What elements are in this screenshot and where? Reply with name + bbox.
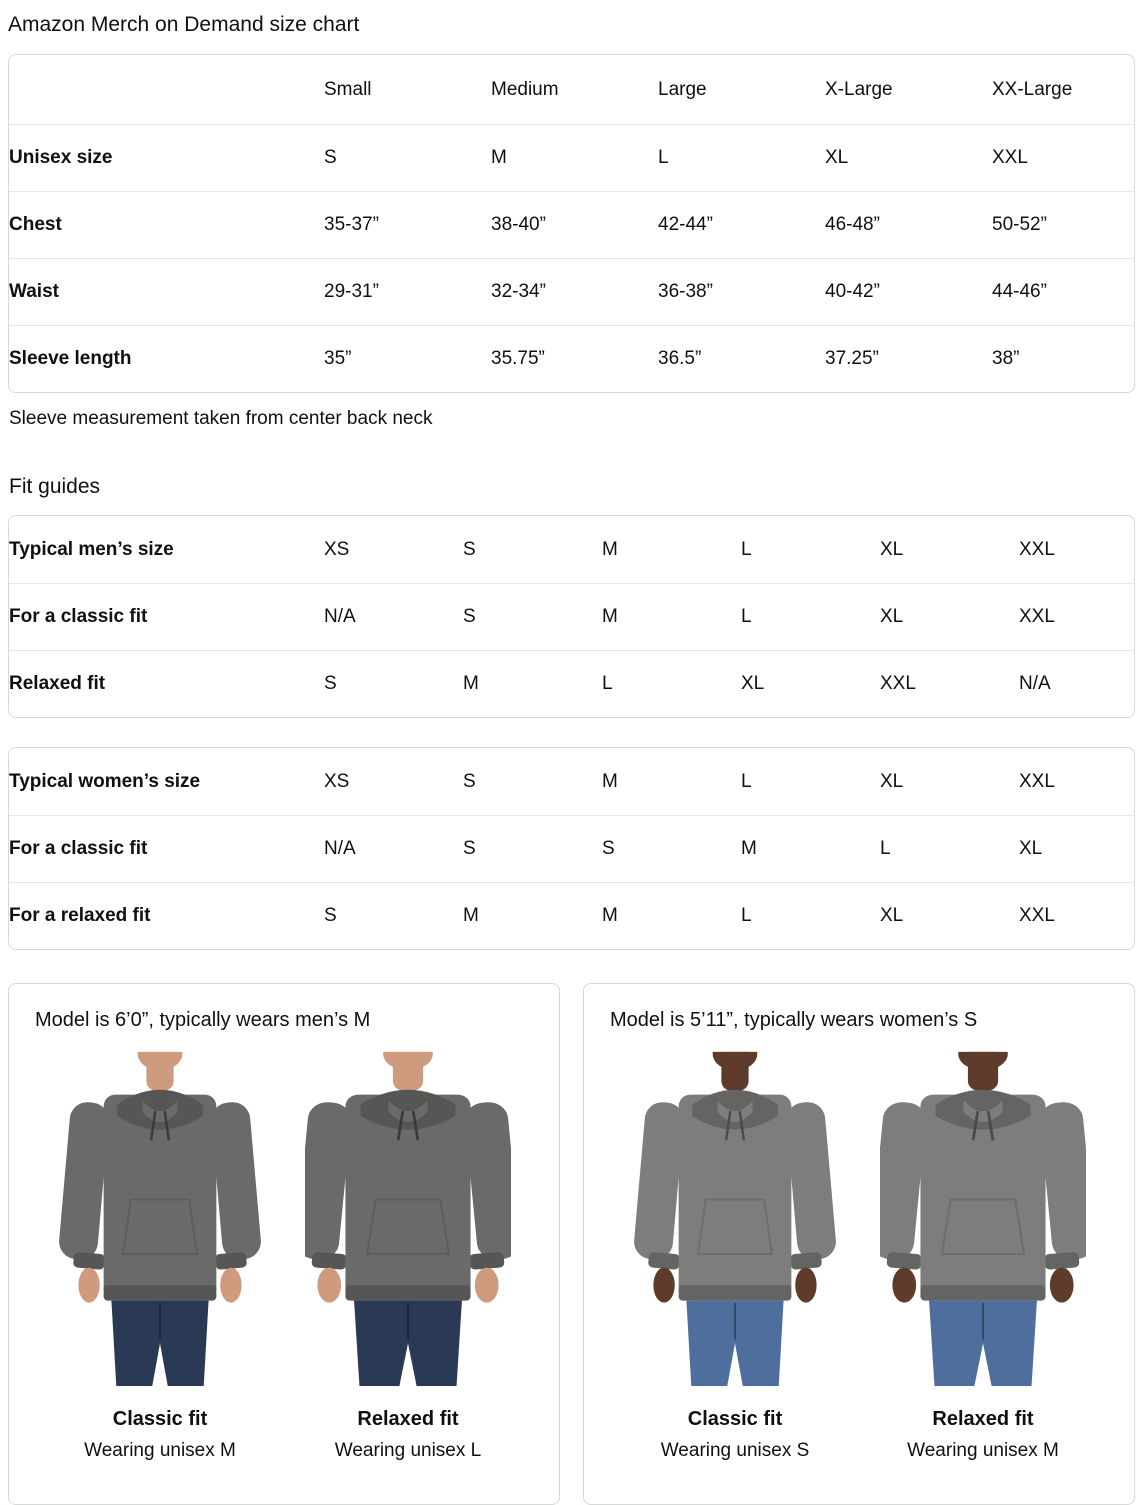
fit-label: Relaxed fit [357,1408,459,1431]
row-label: Typical men’s size [9,538,174,560]
row-label: Typical women’s size [9,770,201,792]
cell-value: XL [880,770,904,792]
cell-value: 42-44” [658,191,825,258]
table-row [9,516,1134,583]
cell-value: M [602,882,741,949]
cell-value: XL [741,650,880,717]
figures-row [584,1047,1134,1463]
cell-value: XXL [1019,583,1134,650]
cell-value: XXL [880,650,1019,717]
cell-value: XL [825,124,992,191]
cell-value: L [741,583,880,650]
cell-value: M [463,650,602,717]
cell-value: 35-37” [324,191,491,258]
women-model-card [583,983,1135,1505]
cell-value: 35” [324,325,491,392]
column-header: Large [658,78,707,100]
table-row [9,124,1134,191]
cell-value: 29-31” [324,258,491,325]
row-label: For a classic fit [9,583,324,650]
row-label: Waist [9,258,324,325]
row-label: For a classic fit [9,815,324,882]
row-label: For a relaxed fit [9,882,324,949]
cell-value: S [324,124,491,191]
row-label: Relaxed fit [9,650,324,717]
table-row [9,748,1134,815]
cell-value: S [463,770,476,792]
cell-value: 46-48” [825,191,992,258]
fit-label: Relaxed fit [932,1408,1034,1431]
cell-value: XXL [1019,538,1055,560]
table-row [9,325,1134,392]
cell-value: L [602,650,741,717]
sleeve-measurement-note: Sleeve measurement taken from center back neck [9,408,433,430]
cell-value: XXL [1019,770,1055,792]
cell-value: XS [324,770,350,792]
cell-value: M [602,770,618,792]
cell-value: XL [1019,815,1134,882]
card-title: Model is 5’11”, typically wears women’s S [610,1009,978,1032]
cell-value: XL [880,583,1019,650]
cell-value: 36-38” [658,258,825,325]
cell-value: S [463,815,602,882]
size-chart-table [8,54,1135,393]
cell-value: 36.5” [658,325,825,392]
cell-value: 40-42” [825,258,992,325]
cell-value: M [602,538,618,560]
figures-row [9,1047,559,1463]
cell-value: M [491,124,658,191]
cell-value: 44-46” [992,258,1134,325]
men-relaxed-fit-model-image [305,1047,511,1391]
wearing-size-label: Wearing unisex M [907,1440,1059,1462]
table-row [9,815,1134,882]
cell-value: N/A [324,583,463,650]
fit-guide-men-table [8,515,1135,718]
column-header: XX-Large [992,78,1073,100]
cell-value: M [741,815,880,882]
cell-value: L [880,815,1019,882]
cell-value: N/A [1019,650,1134,717]
cell-value: 50-52” [992,191,1134,258]
page-title: Amazon Merch on Demand size chart [8,13,360,36]
model-figure-relaxed [877,1047,1089,1463]
cell-value: S [324,882,463,949]
cell-value: S [463,538,476,560]
table-row [9,650,1134,717]
model-figure-classic [54,1047,266,1463]
cell-value: XXL [992,124,1134,191]
cell-value: L [741,882,880,949]
cell-value: 35.75” [491,325,658,392]
wearing-size-label: Wearing unisex L [334,1440,482,1462]
row-label: Unisex size [9,124,324,191]
cell-value: M [602,583,741,650]
row-label: Sleeve length [9,325,324,392]
cell-value: L [658,124,825,191]
cell-value: S [463,583,602,650]
model-cards [8,983,1135,1505]
men-classic-fit-model-image [57,1047,263,1391]
fit-guide-women-table [8,747,1135,950]
cell-value: 32-34” [491,258,658,325]
model-figure-classic [629,1047,841,1463]
wearing-size-label: Wearing unisex S [660,1440,810,1462]
card-title: Model is 6’0”, typically wears men’s M [35,1009,371,1032]
cell-value: S [602,815,741,882]
fit-label: Classic fit [687,1408,783,1431]
table-row [9,583,1134,650]
cell-value: S [324,650,463,717]
table-row [9,191,1134,258]
cell-value: L [741,538,752,560]
row-label: Chest [9,191,324,258]
model-figure-relaxed [302,1047,514,1463]
cell-value: M [463,882,602,949]
cell-value: N/A [324,815,463,882]
cell-value: 38-40” [491,191,658,258]
cell-value: XXL [1019,882,1134,949]
cell-value: XL [880,538,904,560]
column-header: X-Large [825,78,893,100]
women-relaxed-fit-model-image [880,1047,1086,1391]
men-model-card [8,983,560,1505]
fit-label: Classic fit [112,1408,208,1431]
column-header: Medium [491,78,559,100]
cell-value: 37.25” [825,325,992,392]
cell-value: 38” [992,325,1134,392]
table-header-row [9,55,1134,124]
women-classic-fit-model-image [632,1047,838,1391]
fit-guides-heading: Fit guides [9,474,101,498]
table-row [9,258,1134,325]
cell-value: XS [324,538,350,560]
wearing-size-label: Wearing unisex M [84,1440,236,1462]
cell-value: XL [880,882,1019,949]
table-row [9,882,1134,949]
column-header: Small [324,78,372,100]
column-header-blank [9,55,324,124]
cell-value: L [741,770,752,792]
